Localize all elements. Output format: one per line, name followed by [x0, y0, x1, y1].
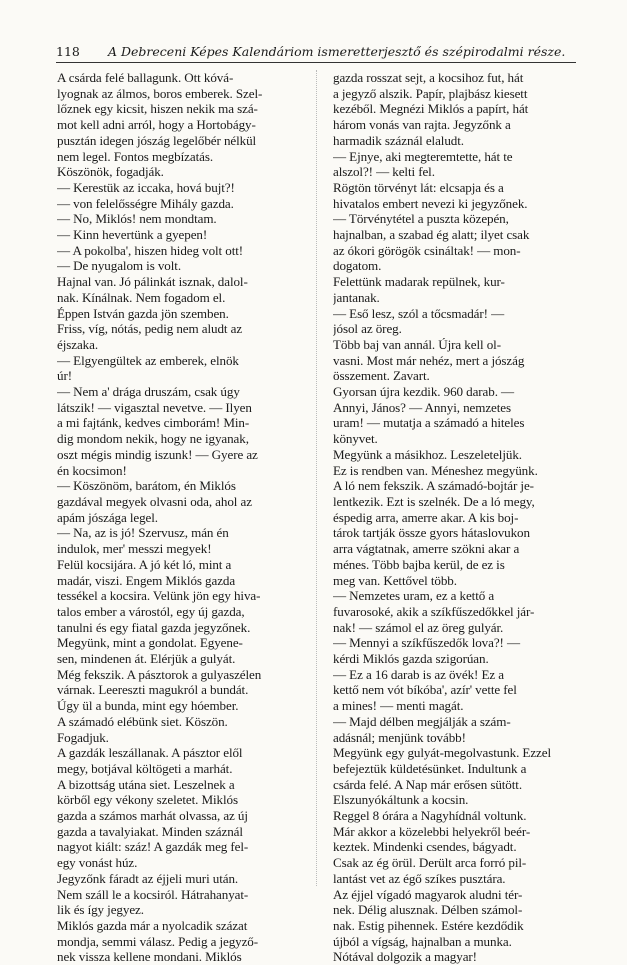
text-line: — Nemzetes uram, ez a kettő a [333, 588, 495, 604]
text-line: — von felelősségre Mihály gazda. [57, 195, 234, 211]
text-line: — De nyugalom is volt. [57, 258, 182, 274]
text-line: apám jószága legel. [57, 509, 158, 525]
text-line: harmadik száznál elaludt. [333, 132, 464, 148]
text-line: ménes. Több bajba kerül, de ez is [333, 556, 505, 572]
text-line: összement. Zavart. [333, 368, 430, 384]
text-line: — Na, az is jó! Szervusz, mán én [57, 525, 229, 541]
text-line: Felettünk madarak repülnek, kur- [333, 274, 505, 290]
text-line: nek vissza kellene mondani. Miklós [57, 949, 242, 965]
text-line: én kocsimon! [57, 462, 127, 478]
text-line: Az éjjel vígadó magyarok aludni tér- [333, 886, 523, 902]
text-line: — No, Miklós! nem mondtam. [57, 211, 217, 227]
text-line: Annyi, János? — Annyi, nemzetes [333, 399, 512, 415]
text-line: hajnalban, a szabad ég alatt; ilyet csak [333, 227, 530, 243]
text-line: Reggel 8 órára a Nagyhídnál voltunk. [333, 808, 527, 824]
text-line: kettő nem vót bíkóba', azír' vette fel [333, 682, 517, 698]
text-line: Úgy ül a bunda, mint egy hóember. [57, 698, 239, 714]
text-line: Nem száll le a kocsiról. Hátrahanyat- [57, 886, 249, 902]
text-line: tárok tartják össze gyors hátaslovukon [333, 525, 530, 541]
text-line: az ókori görögök csináltak! — mon- [333, 242, 521, 258]
text-line: uram! — mutatja a számadó a hiteles [333, 415, 525, 431]
text-line: a jegyző alszik. Papír, plajbász kiesett [333, 85, 528, 101]
text-line: gazda a számos marhát olvassa, az új [57, 808, 248, 824]
text-line: lik és így jegyez. [57, 902, 144, 918]
text-line: csárda felé. A Nap már erősen sütött. [333, 776, 523, 792]
text-line: sen, mindenen át. Elérjük a gulyát. [57, 651, 236, 667]
text-line: három vonás van rajta. Jegyzőnk a [333, 117, 511, 133]
text-line: indulok, mer' messzi megyek! [57, 541, 212, 557]
text-line: gazdával megyek olvasni oda, ahol az [57, 493, 252, 509]
text-line: — Köszönöm, barátom, én Miklós [57, 478, 236, 494]
text-line: nak. Estig pihennek. Estére kezdődik [333, 917, 524, 933]
text-line: Már akkor a közelebbi helyekről beér- [333, 823, 531, 839]
text-line: Még fekszik. A pásztorok a gulyaszélen [57, 666, 262, 682]
text-line: megy, botjával költögeti a marhát. [57, 760, 233, 776]
text-line: nagyot kiált: száz! A gazdák meg fel- [57, 839, 249, 855]
text-line: Fogadjuk. [57, 729, 109, 745]
text-line: Jegyzőnk fáradt az éjjeli muri után. [57, 870, 239, 886]
text-line: nak. Kínálnak. Nem fogadom el. [57, 289, 226, 305]
text-line: lyognak az álmos, boros emberek. Szel- [57, 85, 263, 101]
text-line: tessékel a kocsira. Velünk jön egy hiva- [57, 588, 261, 604]
text-line: Nótával dolgozik a magyar! [333, 949, 477, 965]
text-line: A számadó elébünk siet. Köszön. [57, 713, 228, 729]
text-line: újból a vígság, hajnalban a munka. [333, 933, 512, 949]
text-line: várnak. Leereszti magukról a bundát. [57, 682, 249, 698]
text-line: Felül kocsijára. A jó két ló, mint a [57, 556, 232, 572]
text-line: Megyünk, mint a gondolat. Egyene- [57, 635, 243, 651]
running-header [56, 44, 576, 60]
text-line: a mines! — menti magát. [333, 698, 464, 714]
text-line: keztek. Mindenki csendes, bágyadt. [333, 839, 517, 855]
text-line: talos ember a várostól, egy új gazda, [57, 603, 245, 619]
text-line: hivatalos embert nevezi ki jegyzőnek. [333, 195, 528, 211]
text-line: pusztán idegen jószág legelőbér nélkül [57, 132, 257, 148]
text-line: éjszaka. [57, 336, 99, 352]
text-line: — Nem a' drága druszám, csak úgy [57, 384, 240, 400]
text-line: Hajnal van. Jó pálinkát isznak, dalol- [57, 274, 248, 290]
text-line: oszt mégis mindig iszunk! — Gyere az [57, 446, 258, 462]
text-line: befejeztük küldetésünket. Indultunk a [333, 760, 527, 776]
left-column [57, 70, 304, 965]
text-line: alszol?! — kelti fel. [333, 164, 435, 180]
text-line: adásnál; menjünk tovább! [333, 729, 466, 745]
text-line: — Törvénytétel a puszta közepén, [333, 211, 509, 227]
text-line: lantást vet az égő szíkes pusztára. [333, 870, 506, 886]
text-line: Ez is rendben van. Méneshez megyünk. [333, 462, 538, 478]
text-line: fuvarosoké, akik a szíkfűszedőkkel jár- [333, 603, 535, 619]
text-line: nem legel. Fontos megbízatás. [57, 148, 214, 164]
text-line: jantanak. [333, 289, 380, 305]
text-line: gazda rosszat sejt, a kocsihoz fut, hát [333, 70, 524, 85]
running-title: A Debreceni Képes Kalendáriom ismeretterjesztő és szépirodalmi része. [108, 44, 566, 59]
text-line: Friss, víg, nótás, pedig nem aludt az [57, 321, 243, 337]
text-line: Elszunyókáltunk a kocsin. [333, 792, 469, 808]
text-line: Rögtön törvényt lát: elcsapja és a [333, 179, 504, 195]
text-line: — Elgyengültek az emberek, elnök [57, 352, 239, 368]
text-line: kezéből. Megnézi Miklós a papírt, hát [333, 101, 529, 117]
text-line: körből egy vékony szeletet. Miklós [57, 792, 238, 808]
text-line: a mi fajtánk, kedves cimborám! Min- [57, 415, 250, 431]
text-line: madár, viszi. Engem Miklós gazda [57, 572, 236, 588]
text-line: arra vágtatnak, amerre szökni akar a [333, 541, 520, 557]
text-line: nak! — számol el az öreg gulyár. [333, 619, 504, 635]
header-rule [56, 62, 576, 63]
text-line: úr! [57, 368, 72, 384]
text-line: mondja, semmi válasz. Pedig a jegyző- [57, 933, 259, 949]
text-line: mot kell adni arról, hogy a Hortobágy- [57, 117, 256, 133]
text-line: — Mennyi a szíkfűszedők lova?! — [333, 635, 520, 651]
text-line: — Ez a 16 darab is az övék! Ez a [333, 666, 504, 682]
text-line: Megyünk a másikhoz. Leszeleteljük. [333, 446, 522, 462]
text-line: Több baj van annál. Újra kell ol- [333, 336, 501, 352]
text-line: vasni. Most már nehéz, mert a jószág [333, 352, 525, 368]
text-line: gazda a tavalyiakat. Minden száznál [57, 823, 243, 839]
text-line: lőznek egy kicsit, hiszen nekik ma szá- [57, 101, 258, 117]
page-number: 118 [56, 44, 80, 59]
text-line: Csak az ég örül. Derült arca forró pil- [333, 855, 527, 871]
text-line: Miklós gazda már a nyolcadik százat [57, 917, 248, 933]
text-line: Éppen István gazda jön szemben. [57, 305, 229, 321]
text-line: tanulni és egy fiatal gazda jegyzőnek. [57, 619, 251, 635]
text-line: egy vonást húz. [57, 855, 138, 871]
text-line: Köszönök, fogadják. [57, 164, 164, 180]
text-line: A ló nem fekszik. A számadó-bojtár je- [333, 478, 534, 494]
text-line: A gazdák leszállanak. A pásztor elől [57, 745, 243, 761]
text-line: — A pokolba', hiszen hideg volt ott! [57, 242, 244, 258]
right-column [333, 70, 580, 965]
text-line: könyvet. [333, 431, 378, 447]
text-line: — Kinn hevertünk a gyepen! [57, 227, 208, 243]
text-line: nek. Délig alusznak. Délben számol- [333, 902, 523, 918]
text-line: — Ejnye, aki megteremtette, hát te [333, 148, 513, 164]
text-line: — Majd délben megjálják a szám- [333, 713, 511, 729]
text-line: kérdi Miklós gazda szigorúan. [333, 651, 489, 667]
text-line: dig mondom nekik, hogy ne igyanak, [57, 431, 249, 447]
text-line: Megyünk egy gulyát-megolvastunk. Ezzel [333, 745, 552, 761]
text-line: látszik! — vigasztal nevetve. — Ilyen [57, 399, 252, 415]
column-divider [316, 70, 317, 886]
text-line: A bizottság utána siet. Leszelnek a [57, 776, 235, 792]
text-line: dogatom. [333, 258, 382, 274]
text-line: éspedig arra, amerre akar. A kis boj- [333, 509, 519, 525]
text-line: meg van. Kettővel több. [333, 572, 457, 588]
text-line: Gyorsan újra kezdik. 960 darab. — [333, 384, 515, 400]
text-line: A csárda felé ballagunk. Ott kóvá- [57, 70, 234, 85]
text-line: — Kerestük az iccaka, hová bujt?! [57, 179, 235, 195]
text-line: lentkezik. Ezt is szelnék. De a ló megy, [333, 493, 535, 509]
text-line: jósol az öreg. [333, 321, 402, 337]
text-line: — Eső lesz, szól a tőcsmadár! — [333, 305, 505, 321]
